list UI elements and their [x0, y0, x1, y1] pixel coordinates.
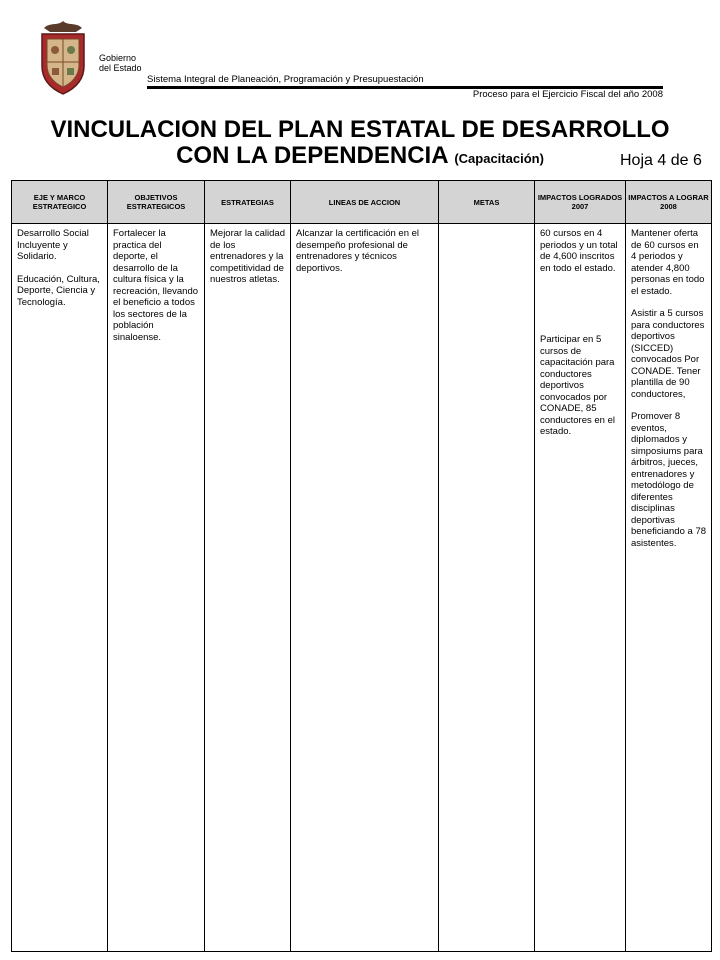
estrategias-text: Mejorar la calidad de los entrenadores y la competitividad de nuestros atletas.: [210, 228, 285, 285]
eje-p2: Educación, Cultura, Deporte, Ciencia y Tecnología.: [17, 273, 100, 308]
government-label: [99, 53, 142, 73]
page-title-line2-text: CON LA DEPENDENCIA: [176, 142, 448, 169]
system-name: Sistema Integral de Planeación, Programación y Presupuestación: [147, 74, 424, 85]
gov-line2: del Estado: [99, 63, 142, 73]
cell-lograr: [626, 224, 712, 952]
lograr-p2: Asistir a 5 cursos para conductores deportivos (SICCED) convocados Por CONADE. Tener plantilla de 90 conductores,: [631, 308, 705, 400]
header-eje: EJE Y MARCO ESTRATEGICO: [12, 181, 108, 224]
cell-logrados: [535, 224, 626, 952]
page-indicator: Hoja 4 de 6: [620, 152, 702, 169]
cell-lineas: [291, 224, 439, 952]
logrados-p1: 60 cursos en 4 periodos y un total de 4,600 inscritos en todo el estado.: [540, 228, 618, 274]
gov-line1: Gobierno: [99, 53, 137, 63]
lograr-p3: Promover 8 eventos, diplomados y simposiums para árbitros, jueces, entrenadores y metodólogo de diferentes disciplinas deportivas beneficiando a 78 asistentes.: [631, 411, 707, 549]
logrados-p2: Participar en 5 cursos de capacitación para conductores deportivos convocados por CONADE, 85 conductores en el estado.: [540, 334, 615, 437]
page-subtitle: (Capacitación): [454, 151, 544, 166]
cell-eje: [12, 224, 108, 952]
objetivos-text: Fortalecer la practica del deporte, el desarrollo de la cultura física y la recreación, llevando el beneficio a todos los sectores de la población sinaloense.: [113, 228, 199, 343]
header-lineas: LINEAS DE ACCION: [291, 181, 439, 224]
eje-p1: Desarrollo Social Incluyente y Solidario.: [17, 228, 89, 262]
header-metas: METAS: [439, 181, 535, 224]
header-objetivos: OBJETIVOS ESTRATEGICOS: [108, 181, 205, 224]
header-estrategias: ESTRATEGIAS: [205, 181, 291, 224]
header-lograr: IMPACTOS A LOGRAR 2008: [626, 181, 712, 224]
lograr-p1: Mantener oferta de 60 cursos en 4 periodos y atender 4,800 personas en todo el estado.: [631, 228, 705, 297]
table-row: [12, 224, 712, 952]
lineas-text: Alcanzar la certificación en el desempeño profesional de entrenadores y técnicos deportivos.: [296, 228, 420, 274]
table-header-row: [12, 181, 712, 224]
state-seal-icon: [36, 18, 90, 96]
linkage-table: [11, 180, 712, 952]
process-label: Proceso para el Ejercicio Fiscal del año 2008: [472, 89, 663, 100]
cell-metas: [439, 224, 535, 952]
header-logrados: IMPACTOS LOGRADOS 2007: [535, 181, 626, 224]
page-title-line2: [10, 143, 710, 172]
cell-objetivos: [108, 224, 205, 952]
cell-estrategias: [205, 224, 291, 952]
page-title-line1: VINCULACION DEL PLAN ESTATAL DE DESARROLLO: [50, 116, 670, 143]
